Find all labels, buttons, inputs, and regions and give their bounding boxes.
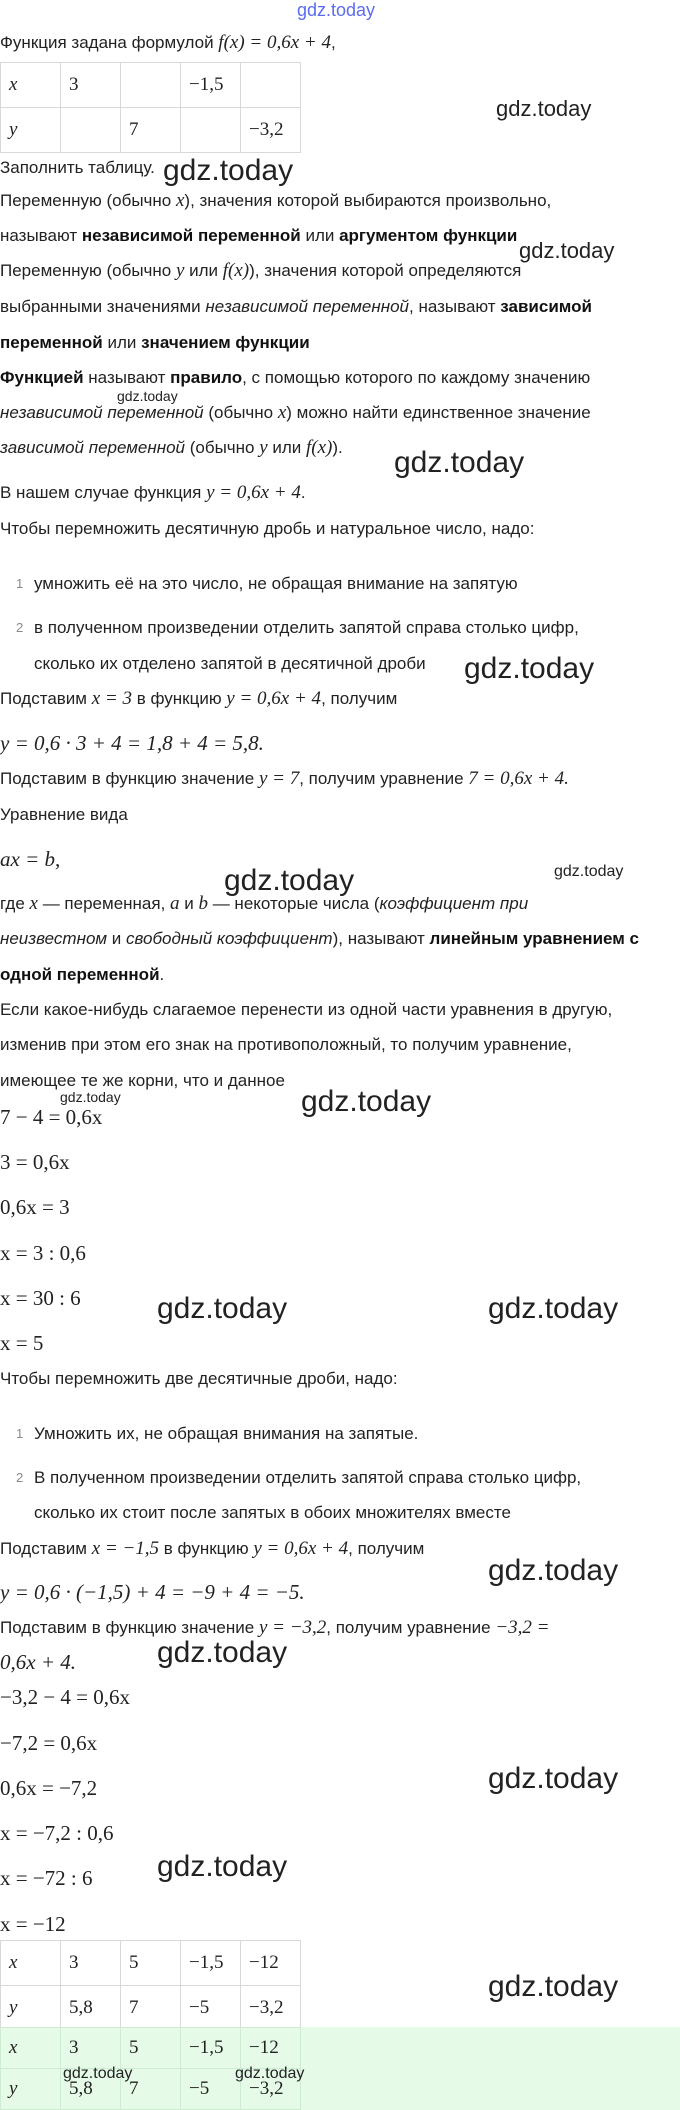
table-cell: −12 (241, 1941, 301, 1986)
table-cell: 3 (61, 2028, 121, 2069)
equation-def-line-1: где x — переменная, a и b — некоторые числа (коэффициент при (0, 893, 529, 914)
watermark: gdz.today (464, 652, 595, 685)
watermark: gdz.today (488, 1554, 619, 1587)
watermark: gdz.today (394, 446, 525, 479)
table-cell: 5 (121, 1941, 181, 1986)
watermark: gdz.today (224, 864, 355, 897)
watermark: gdz.today (235, 2065, 305, 2082)
theory-line-3: Переменную (обычно y или f(x)), значения которой определяются (0, 260, 522, 281)
table-cell: 5,8 (61, 1986, 121, 2031)
step2-2: −7,2 = 0,6x (0, 1731, 98, 1755)
table-header-cell: y (1, 2069, 61, 2110)
equation-form: ax = b, (0, 847, 61, 871)
watermark: gdz.today (63, 2065, 133, 2082)
task-fill-text: Заполнить таблицу. (0, 158, 155, 177)
watermark-top: gdz.today (297, 0, 376, 20)
step2-4: x = −7,2 : 0,6 (0, 1821, 114, 1845)
table-row (1, 2028, 301, 2069)
equation-def-line-2: неизвестном и свободный коэффициент), называют линейным уравнением с (0, 929, 640, 948)
substitution-4-cont: 0,6x + 4. (0, 1650, 76, 1674)
watermark: gdz.today (488, 1762, 619, 1795)
calculation-3: y = 0,6 · (−1,5) + 4 = −9 + 4 = −5. (0, 1580, 305, 1604)
table-row (1, 1941, 301, 1986)
table-header-cell: y (1, 1986, 61, 2031)
step1-5: x = 30 : 6 (0, 1286, 81, 1310)
table-header-cell: y (1, 108, 61, 153)
rule1-title: Чтобы перемножить десятичную дробь и натуральное число, надо: (0, 519, 535, 538)
watermark: gdz.today (488, 1292, 619, 1325)
table-cell (121, 63, 181, 108)
table-cell: 5 (121, 2028, 181, 2069)
watermark: gdz.today (157, 1636, 288, 1669)
solution-page: gdz.today Функция задана формулой f(x) = 0,6x + 4, x 3 −1,5 y 7 −3,2 gdz.today Заполнить таблицу. gdz.today Переменную (обычно x), значения которой выбираются произвольно, называют независимой переменной или аргументом функции gdz.today Переменную (обычно y или f(x)), значения которой определяются выбранными значениями независимой переменной, называют зависимой переменной или значением функции Функцией называют правило, с помощью которого по каждому значению gdz.today независимой переменной (обычно x) можно найти единственное значение зависимой переменной (обычно y или f(x)). gdz.today В нашем случае функция y = 0,6x + 4. Чтобы перемножить десятичную дробь и натуральное число, надо: 1 умножить её на это число, не обращая внимание на запятую 2 в полученном произведении отделить запятой справа столько цифр, сколько их отделено запятой в десятичной дроби gdz.today Подставим x = 3 в функцию y = 0,6x + 4, получим y = 0,6 · 3 + 4 = 1,8 + 4 = 5,8. Подставим в функцию значение y = 7, получим уравнение 7 = 0,6x + 4. Уравнение вида ax = b, gdz.today gdz.today где x — переменная, a и b — некоторые числа (коэффициент при неизвестном и свободный коэффициент), называют линейным уравнением с одной переменной. Если какое-нибудь слагаемое перенести из одной части уравнения в другую, изменив при этом его знак на противоположный, то получим уравнение, имеющее те же корни, что и данное gdz.today gdz.today 7 − 4 = 0,6x 3 = 0,6x 0,6x = 3 x = 3 : 0,6 x = 30 : 6 gdz.today gdz.today x = 5 Чтобы перемножить две десятичные дроби, надо: 1 Умножить их, не обращая внимания на запятые. 2 В полученном произведении отделить запятой справа столько цифр, сколько их стоит после запятых в обоих множителях вместе Подставим x = −1,5 в функцию y = 0,6x + 4, получим gdz.today y = 0,6 · (−1,5) + 4 = −9 + 4 = −5. Подставим в функцию значение y = −3,2, получим уравнение −3,2 = 0,6x + 4. gdz.today −3,2 − 4 = 0,6x −7,2 = 0,6x 0,6x = −7,2 gdz.today x = −7,2 : 0,6 x = −72 : 6 gdz.today x = −12 x 3 5 −1,5 −12 y 5,8 7 −5 −3,2 gdz.today x 3 5 −1,5 −12 y 5,8 7 −5 −3,2 gdz.today gdz.today (0, 0, 680, 2110)
table-cell: −3,2 (241, 108, 301, 153)
step1-2: 3 = 0,6x (0, 1150, 70, 1174)
table-cell (181, 108, 241, 153)
table-cell: −3,2 (241, 1986, 301, 2031)
table-row (1, 108, 301, 153)
table-cell: −12 (241, 2028, 301, 2069)
table-cell: −1,5 (181, 63, 241, 108)
watermark: gdz.today (60, 1089, 121, 1105)
table-cell: 3 (61, 63, 121, 108)
table-header-cell: x (1, 1941, 61, 1986)
watermark: gdz.today (117, 388, 178, 404)
table-cell: −1,5 (181, 1941, 241, 1986)
step2-1: −3,2 − 4 = 0,6x (0, 1685, 131, 1709)
theory-line-4: выбранными значениями независимой переменной, называют зависимой (0, 297, 592, 316)
theory-line-1: Переменную (обычно x), значения которой выбираются произвольно, (0, 190, 552, 211)
calculation-1: y = 0,6 · 3 + 4 = 1,8 + 4 = 5,8. (0, 731, 264, 755)
watermark: gdz.today (163, 154, 294, 187)
move-rule-line-2: изменив при этом его знак на противоположный, то получим уравнение, (0, 1035, 572, 1054)
table-cell: −3,2 (241, 2069, 301, 2110)
table-cell: 5,8 (61, 2069, 121, 2110)
watermark: gdz.today (554, 863, 624, 880)
watermark: gdz.today (488, 1970, 619, 2003)
substitution-4: Подставим в функцию значение y = −3,2, получим уравнение −3,2 = (0, 1617, 550, 1638)
table-row (1, 63, 301, 108)
move-rule-line-1: Если какое-нибудь слагаемое перенести из одной части уравнения в другую, (0, 1000, 613, 1019)
theory-line-9: В нашем случае функция y = 0,6x + 4. (0, 482, 306, 503)
table-cell (61, 108, 121, 153)
task-intro: Функция задана формулой f(x) = 0,6x + 4, (0, 32, 336, 53)
watermark: gdz.today (301, 1085, 432, 1118)
move-rule-line-3: имеющее те же корни, что и данное (0, 1071, 285, 1090)
table-cell: 7 (121, 108, 181, 153)
equation-intro: Уравнение вида (0, 805, 128, 824)
table-header-cell: x (1, 2028, 61, 2069)
equation-def-line-3: одной переменной. (0, 965, 165, 984)
step1-6: x = 5 (0, 1331, 44, 1355)
step1-4: x = 3 : 0,6 (0, 1241, 86, 1265)
theory-line-7: независимой переменной (обычно x) можно найти единственное значение (0, 402, 591, 423)
rule2-title: Чтобы перемножить две десятичные дроби, надо: (0, 1369, 398, 1388)
table-cell: −5 (181, 2069, 241, 2110)
watermark: gdz.today (157, 1850, 288, 1883)
table-header-cell: x (1, 63, 61, 108)
step2-6: x = −12 (0, 1912, 66, 1936)
step1-1: 7 − 4 = 0,6x (0, 1105, 103, 1129)
watermark: gdz.today (519, 238, 615, 263)
watermark: gdz.today (157, 1292, 288, 1325)
substitution-3: Подставим x = −1,5 в функцию y = 0,6x + 4, получим (0, 1538, 425, 1559)
table-cell: 3 (61, 1941, 121, 1986)
step2-5: x = −72 : 6 (0, 1866, 93, 1890)
theory-line-2: называют независимой переменной или аргументом функции (0, 226, 518, 245)
substitution-1: Подставим x = 3 в функцию y = 0,6x + 4, получим (0, 688, 398, 709)
theory-line-8: зависимой переменной (обычно y или f(x)). (0, 437, 343, 458)
step2-3: 0,6x = −7,2 (0, 1776, 98, 1800)
task-table (0, 62, 301, 153)
watermark: gdz.today (496, 96, 592, 121)
result-table (0, 1940, 301, 2031)
table-cell: 7 (121, 1986, 181, 2031)
theory-line-6: Функцией называют правило, с помощью которого по каждому значению (0, 368, 591, 387)
table-cell: −5 (181, 1986, 241, 2031)
answer-box (0, 2027, 680, 2110)
table-row (1, 1986, 301, 2031)
substitution-2: Подставим в функцию значение y = 7, получим уравнение 7 = 0,6x + 4. (0, 768, 569, 789)
table-cell (241, 63, 301, 108)
table-cell: 7 (121, 2069, 181, 2110)
theory-line-5: переменной или значением функции (0, 333, 310, 352)
step1-3: 0,6x = 3 (0, 1195, 70, 1219)
table-cell: −1,5 (181, 2028, 241, 2069)
